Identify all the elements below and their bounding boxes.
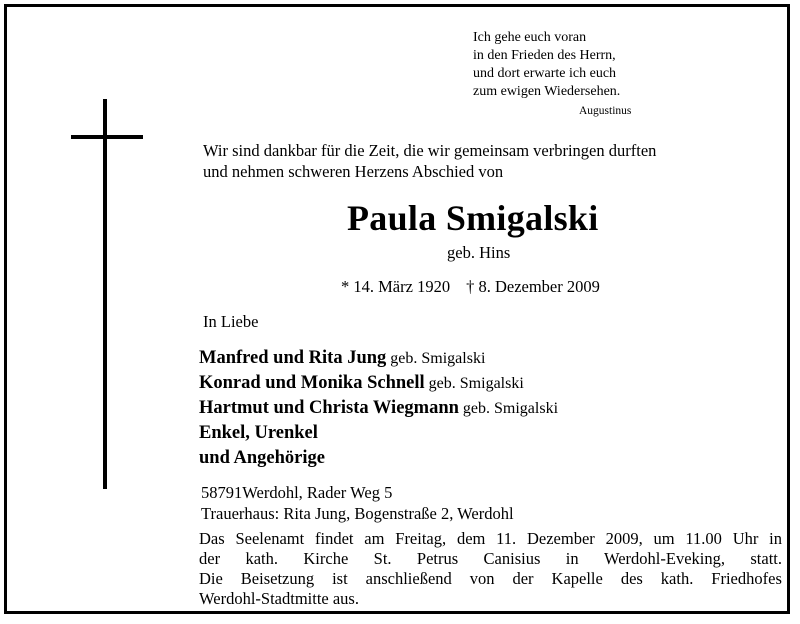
notice-word: 2009,	[605, 529, 643, 548]
mourner-item	[199, 446, 558, 471]
notice-word: der	[512, 569, 534, 588]
mourner-note: geb. Smigalski	[390, 350, 486, 367]
mourner-name: und Angehörige	[199, 448, 325, 468]
notice-word: Friedhofes	[711, 569, 782, 588]
notice-word: von	[469, 569, 495, 588]
mourner-note: geb. Smigalski	[428, 375, 524, 392]
notice-word: statt.	[750, 549, 782, 568]
address-block	[201, 482, 514, 524]
notice-word: Beisetzung	[240, 569, 315, 588]
mourners-list	[199, 346, 558, 471]
cross-horizontal-bar	[71, 135, 143, 139]
notice-word: um	[653, 529, 675, 548]
mourner-name: Enkel, Urenkel	[199, 423, 318, 443]
birth-date: * 14. März 1920	[341, 277, 451, 296]
mourner-item	[199, 421, 558, 446]
quote-line: zum ewigen Wiedersehen.	[473, 84, 621, 99]
quote-line: in den Frieden des Herrn,	[473, 48, 616, 63]
notice-word: der	[199, 549, 221, 568]
life-dates	[341, 277, 600, 297]
notice-word: ist	[332, 569, 348, 588]
notice-word: Canisius	[483, 549, 541, 568]
notice-line	[199, 549, 782, 569]
quote-block	[473, 29, 620, 101]
notice-word: St.	[373, 549, 392, 568]
notice-word: Seelenamt	[235, 529, 305, 548]
notice-word: kath.	[245, 549, 278, 568]
obituary-notice	[4, 4, 790, 614]
quote-line: und dort erwarte ich euch	[473, 66, 617, 81]
death-date: † 8. Dezember 2009	[466, 277, 600, 296]
intro-text	[203, 140, 656, 182]
notice-word: in	[769, 529, 782, 548]
mourner-item	[199, 371, 558, 396]
mourner-name: Manfred und Rita Jung	[199, 348, 387, 368]
notice-word: dem	[456, 529, 486, 548]
notice-word: Kapelle	[551, 569, 603, 588]
in-liebe-label: In Liebe	[203, 312, 259, 331]
notice-word: Petrus	[416, 549, 459, 568]
notice-word: 11.00	[685, 529, 722, 548]
intro-line: Wir sind dankbar für die Zeit, die wir gemeinsam verbringen durften	[203, 141, 657, 160]
cross-vertical-bar	[103, 99, 107, 489]
notice-word: am	[364, 529, 385, 548]
notice-word: in	[565, 549, 579, 568]
notice-word: kath.	[660, 569, 694, 588]
deceased-name: Paula Smigalski	[347, 198, 599, 238]
service-notice	[199, 529, 782, 609]
notice-word: Uhr	[732, 529, 759, 548]
notice-word: findet	[315, 529, 354, 548]
notice-word: Die	[199, 569, 223, 588]
notice-word: Kirche	[303, 549, 349, 568]
birth-name: geb. Hins	[447, 243, 511, 262]
intro-line: und nehmen schweren Herzens Abschied von	[203, 162, 504, 181]
notice-word: anschließend	[365, 569, 452, 588]
notice-word: Dezember	[526, 529, 595, 548]
mourner-name: Hartmut und Christa Wiegmann	[199, 398, 459, 418]
notice-word: Das	[199, 529, 225, 548]
notice-line	[199, 529, 782, 549]
notice-line	[199, 569, 782, 589]
notice-word: 11.	[496, 529, 517, 548]
mourner-item	[199, 346, 558, 371]
notice-line: Werdohl-Stadtmitte aus.	[199, 589, 359, 608]
mourner-item	[199, 396, 558, 421]
mourner-name: Konrad und Monika Schnell	[199, 373, 425, 393]
quote-line: Ich gehe euch voran	[473, 30, 587, 45]
notice-word: des	[620, 569, 643, 588]
notice-word: Freitag,	[395, 529, 447, 548]
notice-word: Werdohl-Eveking,	[603, 549, 725, 568]
address-line: 58791Werdohl, Rader Weg 5	[201, 483, 393, 502]
mourner-note: geb. Smigalski	[462, 400, 559, 417]
mourning-house-line: Trauerhaus: Rita Jung, Bogenstraße 2, Werdohl	[201, 504, 514, 523]
quote-author: Augustinus	[579, 105, 632, 117]
